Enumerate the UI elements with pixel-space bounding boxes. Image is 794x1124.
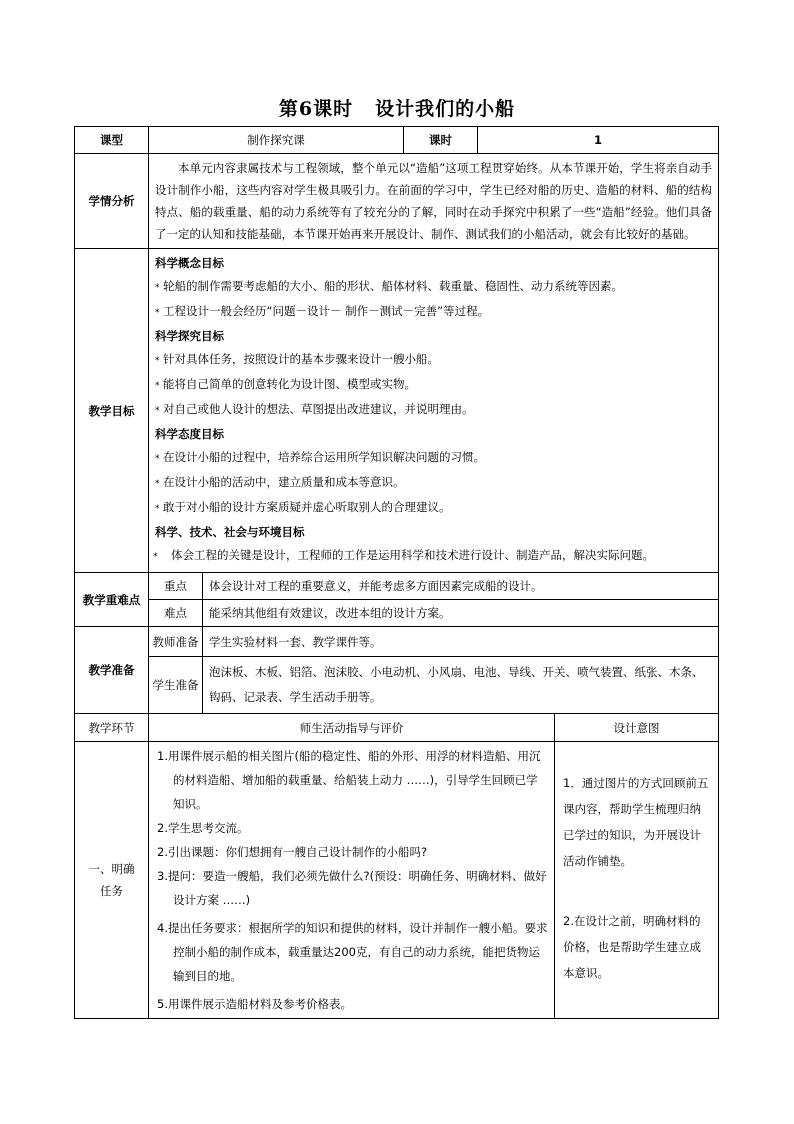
hours-label: 课时 [404, 127, 478, 154]
goals-row [75, 249, 719, 573]
prep-label: 教学准备 [75, 627, 149, 714]
goal-item: * 在设计小船的过程中，培养综合运用所学知识解决问题的习惯。 [155, 450, 485, 464]
activity-item: 4.提出任务要求：根据所学的知识和提供的材料，设计并制作一艘小船。要求控制小船的制作成本，载重量达200克，有自己的动力系统，能把货物运输到目的地。 [157, 921, 548, 983]
activity-item: 2.学生思考交流。 [157, 821, 249, 835]
goal-section-title: 科学探究目标 [155, 329, 224, 343]
student-prep-text: 泡沫板、木板、铝箔、泡沫胶、小电动机、小风扇、电池、导线、开关、喷气装置、纸张、木条、钩码、记录表、学生活动手册等。 [203, 657, 719, 714]
step1-label: 一、明确 任务 [75, 742, 149, 1019]
key-label: 重点 [149, 573, 203, 600]
student-prep-label: 学生准备 [149, 657, 203, 714]
goal-item: * 轮船的制作需要考虑船的大小、船的形状、船体材料、载重量、稳固性、动力系统等因素。 [155, 279, 623, 293]
goal-section-title: 科学概念目标 [155, 256, 224, 270]
goal-item: * 体会工程的关键是设计，工程师的工作是运用科学和技术进行设计、制造产品，解决实际问题。 [153, 548, 654, 562]
step1-row [75, 742, 719, 1019]
key-points-label: 教学重难点 [75, 573, 149, 627]
process-col3: 设计意图 [555, 714, 719, 742]
teacher-prep-label: 教师准备 [149, 627, 203, 657]
goal-item: * 对自己或他人设计的想法、草图提出改进建议，并说明理由。 [155, 402, 474, 416]
goals-label: 教学目标 [75, 249, 149, 573]
process-header-row [75, 714, 719, 742]
activity-item: 2.引出课题：你们想拥有一艘自己设计制作的小船吗? [157, 845, 428, 859]
goal-section-title: 科学态度目标 [155, 427, 224, 441]
analysis-row [75, 154, 719, 249]
goal-item: * 敢于对小船的设计方案质疑并虚心听取别人的合理建议。 [155, 500, 451, 514]
student-prep-row [75, 657, 719, 714]
activity-item: 5.用课件展示造船材料及参考价格表。 [157, 997, 352, 1011]
hard-text: 能采纳其他组有效建议，改进本组的设计方案。 [203, 600, 719, 627]
teacher-prep-text: 学生实验材料一套、教学课件等。 [203, 627, 719, 657]
hours-value: 1 [478, 127, 719, 154]
goal-section-title: 科学、技术、社会与环境目标 [155, 525, 305, 539]
teacher-prep-row [75, 627, 719, 657]
goal-item: * 在设计小船的活动中，建立质量和成本等意识。 [155, 475, 405, 489]
page-title [0, 94, 794, 121]
key-text: 体会设计对工程的重要意义，并能考虑多方面因素完成船的设计。 [203, 573, 719, 600]
hard-label: 难点 [149, 600, 203, 627]
type-label: 课型 [75, 127, 149, 154]
goal-item: * 针对具体任务，按照设计的基本步骤来设计一艘小船。 [155, 352, 439, 366]
key-point-row [75, 573, 719, 600]
lesson-number: 第6课时 [278, 98, 354, 120]
lesson-plan-table [74, 126, 719, 1019]
type-row [75, 127, 719, 154]
goal-item: * 能将自己简单的创意转化为设计图、模型或实物。 [155, 377, 416, 391]
intent-item: 1．通过图片的方式回顾前五课内容，帮助学生梳理归纳已学过的知识，为开展设计活动作铺垫。 [563, 776, 709, 868]
goal-item: * 工程设计一般会经历“问题－设计－ 制作－测试－完善”等过程。 [155, 304, 490, 318]
analysis-label: 学情分析 [75, 154, 149, 249]
goals-content [149, 249, 719, 573]
activity-item: 1.用课件展示船的相关图片(船的稳定性、船的外形、用浮的材料造船、用沉的材料造船、增加船的载重量、给船装上动力 ……)，引导学生回顾已学知识。 [157, 749, 541, 811]
hard-point-row [75, 600, 719, 627]
type-value: 制作探究课 [149, 127, 404, 154]
lesson-title: 设计我们的小船 [375, 98, 516, 120]
step1-activities [149, 742, 555, 1019]
process-col2: 师生活动指导与评价 [149, 714, 555, 742]
activity-item: 3.提问：要造一艘船，我们必须先做什么?(预设：明确任务、明确材料、做好设计方案 ……) [157, 869, 547, 907]
intent-item: 2.在设计之前，明确材料的价格，也是帮助学生建立成本意识。 [563, 914, 701, 980]
step1-intent [555, 742, 719, 1019]
process-col1: 教学环节 [75, 714, 149, 742]
analysis-text: 本单元内容隶属技术与工程领域，整个单元以“造船”这项工程贯穿始终。从本节课开始，学生将亲自动手设计制作小船，这些内容对学生极具吸引力。在前面的学习中，学生已经对船的历史、造船的材料、船的结构特点、船的载重量、船的动力系统等有了较充分的了解，同时在动手探究中积累了一些“造船”经验。他们具备了一定的认知和技能基础，本节课开始再来开展设计、制作、测试我们的小船活动，就会有比较好的基础。 [149, 154, 719, 249]
